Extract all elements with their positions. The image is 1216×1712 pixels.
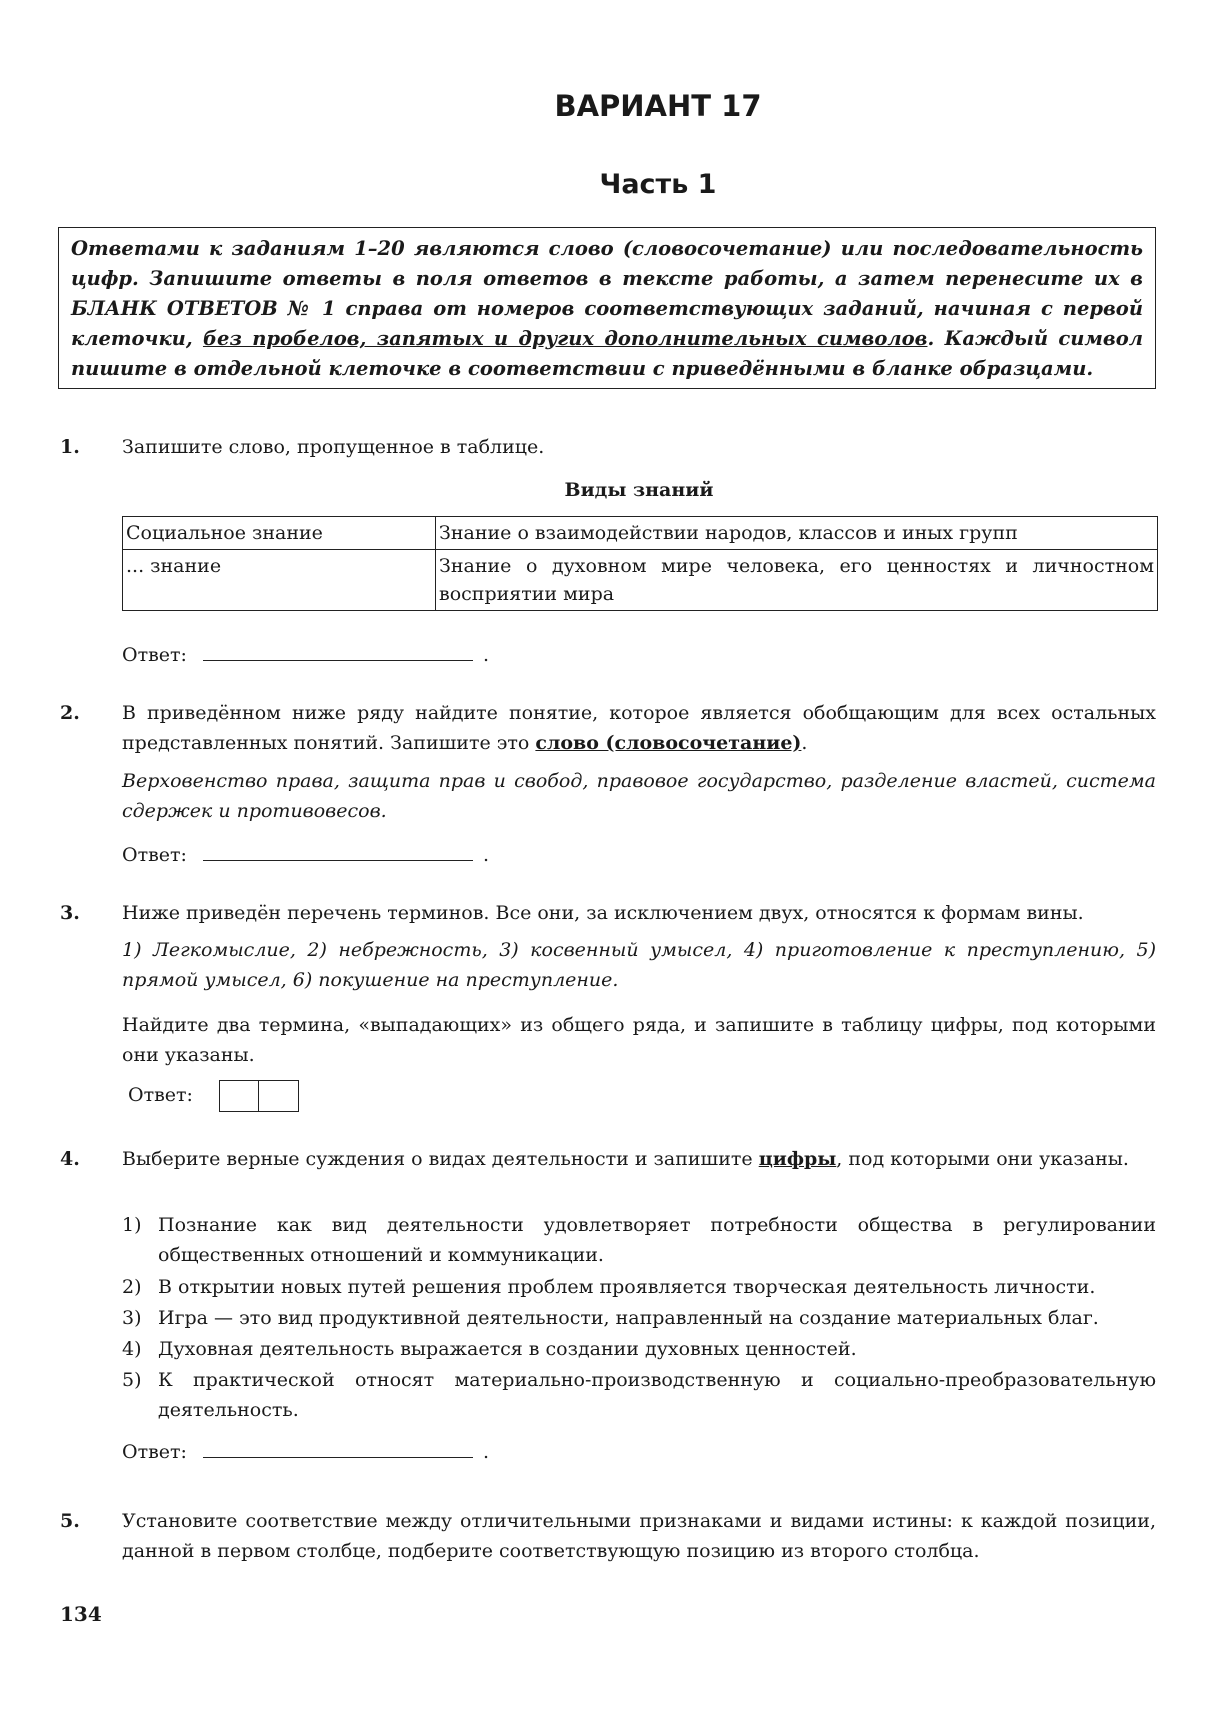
q1-number: 1. bbox=[60, 436, 80, 458]
option-text: К практической относят материально-производственную и социально-преобразовательную деятельность. bbox=[158, 1369, 1156, 1421]
variant-title: ВАРИАНТ 17 bbox=[554, 89, 762, 123]
q2-items: Верховенство права, защита прав и свобод, правовое государство, разделение властей, система сдержек и противовесов. bbox=[122, 770, 1156, 822]
q4-option-5 bbox=[122, 1365, 1156, 1425]
instructions-underlined: без пробелов, запятых и других дополнительных символов bbox=[202, 327, 928, 350]
q2-answer bbox=[122, 840, 489, 870]
instructions-text-1: Ответами к заданиям 1–20 являются слово (словосочетание) или последовательность цифр. Запишите ответы в поля ответов в тексте работы, а затем перенесите их в БЛАНК ОТВЕТОВ № 1 справа от номеров соответствующих заданий, начиная с первой клеточки, bbox=[71, 237, 1143, 350]
q2-text-end: . bbox=[801, 732, 808, 754]
option-text: Познание как вид деятельности удовлетворяет потребности общества в регулировании общественных отношений и коммуникации. bbox=[158, 1214, 1156, 1266]
q2-number: 2. bbox=[60, 702, 80, 724]
table-row bbox=[123, 517, 1158, 550]
option-number: 3) bbox=[122, 1307, 142, 1329]
option-text: Игра — это вид продуктивной деятельности, направленный на создание материальных благ. bbox=[158, 1307, 1099, 1329]
answer-label: Ответ: bbox=[122, 1441, 187, 1463]
q2-emphasis: слово (словосочетание) bbox=[535, 732, 802, 754]
q4-answer-field[interactable] bbox=[203, 1437, 473, 1458]
q1-answer-field[interactable] bbox=[203, 640, 473, 661]
part-title: Часть 1 bbox=[599, 169, 717, 200]
option-text: В открытии новых путей решения проблем проявляется творческая деятельность личности. bbox=[158, 1276, 1096, 1298]
q3-answer-cells bbox=[219, 1080, 299, 1112]
q3-answer-cell-1[interactable] bbox=[219, 1080, 259, 1112]
q3-items: 1) Легкомыслие, 2) небрежность, 3) косвенный умысел, 4) приготовление к преступлению, 5) прямой умысел, 6) покушение на преступление. bbox=[122, 939, 1156, 991]
table-row bbox=[123, 550, 1158, 611]
answer-label: Ответ: bbox=[122, 644, 187, 666]
q4-option-2 bbox=[122, 1272, 1156, 1302]
q4-emphasis: цифры bbox=[758, 1148, 837, 1170]
q4-option-1 bbox=[122, 1210, 1156, 1270]
q1-table bbox=[122, 516, 1158, 611]
q4-text-pre: Выберите верные суждения о видах деятельности и запишите bbox=[122, 1148, 759, 1170]
q1-text: Запишите слово, пропущенное в таблице. bbox=[122, 436, 545, 458]
table-cell: ... знание bbox=[123, 550, 436, 611]
option-number: 1) bbox=[122, 1214, 142, 1236]
table-cell: Знание о духовном мире человека, его ценностях и личностном восприятии мира bbox=[436, 550, 1158, 611]
table-cell: Знание о взаимодействии народов, классов и иных групп bbox=[436, 517, 1158, 550]
answer-dot: . bbox=[482, 644, 489, 666]
q3-answer bbox=[122, 1080, 299, 1112]
answer-dot: . bbox=[482, 1441, 489, 1463]
q3-text: Ниже приведён перечень терминов. Все они, за исключением двух, относятся к формам вины. bbox=[122, 902, 1084, 924]
q4-text-post: , под которыми они указаны. bbox=[836, 1148, 1129, 1170]
q2-text-main: В приведённом ниже ряду найдите понятие, которое является обобщающим для всех остальных представленных понятий. Запишите это bbox=[122, 702, 1156, 754]
answer-label: Ответ: bbox=[128, 1084, 193, 1106]
q3-answer-cell-2[interactable] bbox=[259, 1080, 299, 1112]
q4-answer bbox=[122, 1437, 489, 1467]
answer-dot: . bbox=[482, 844, 489, 866]
answer-label: Ответ: bbox=[122, 844, 187, 866]
q1-answer bbox=[122, 640, 489, 670]
q2-answer-field[interactable] bbox=[203, 840, 473, 861]
q1-table-title: Виды знаний bbox=[564, 479, 714, 501]
q3-task: Найдите два термина, «выпадающих» из общего ряда, и запишите в таблицу цифры, под которыми они указаны. bbox=[122, 1014, 1156, 1066]
instructions-text-2: . Каждый символ пишите в отдельной клеточке в соответствии с приведёнными в бланке образцами. bbox=[71, 327, 1143, 380]
page-number: 134 bbox=[60, 1602, 102, 1626]
q5-text: Установите соответствие между отличительными признаками и видами истины: к каждой позиции, данной в первом столбце, подберите соответствующую позицию из второго столбца. bbox=[122, 1510, 1156, 1562]
q4-text bbox=[122, 1144, 1156, 1174]
table-cell: Социальное знание bbox=[123, 517, 436, 550]
option-number: 2) bbox=[122, 1276, 142, 1298]
q5-number: 5. bbox=[60, 1510, 80, 1532]
option-text: Духовная деятельность выражается в создании духовных ценностей. bbox=[158, 1338, 857, 1360]
q4-option-4 bbox=[122, 1334, 1156, 1364]
q4-number: 4. bbox=[60, 1148, 80, 1170]
option-number: 5) bbox=[122, 1369, 142, 1391]
instructions-box bbox=[58, 227, 1156, 389]
q2-text bbox=[122, 698, 1156, 758]
option-number: 4) bbox=[122, 1338, 142, 1360]
q3-number: 3. bbox=[60, 902, 80, 924]
q4-option-3 bbox=[122, 1303, 1156, 1333]
